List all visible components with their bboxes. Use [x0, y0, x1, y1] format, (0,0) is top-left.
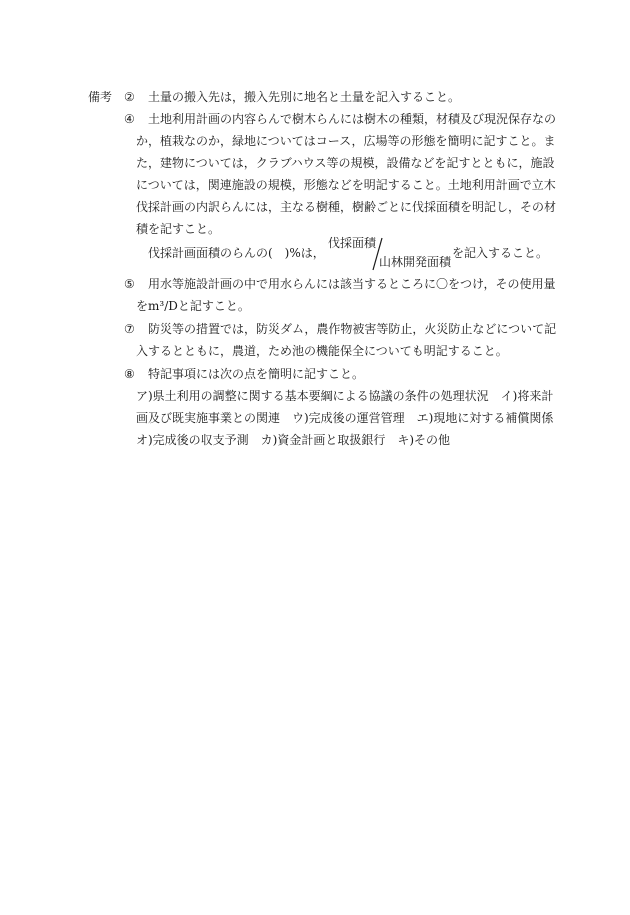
item-text-line: をm³/Dと記すこと。	[136, 299, 250, 313]
item-text-line: 用水等施設計画の中で用水らんには該当するところに〇をつけ，その使用量	[148, 277, 556, 291]
item-text-line: 特記事項には次の点を簡明に記すこと。	[148, 367, 365, 381]
formula-suffix: を記入すること。	[452, 246, 549, 260]
item-sub-line: 画及び既実施事業との関連 ウ)完成後の運営管理 エ)現地に対する補償関係	[136, 411, 554, 425]
item-text-line: か，植栽なのか，緑地についてはコース，広場等の形態を簡明に記すこと。ま	[136, 134, 556, 148]
item-number: ②	[124, 90, 135, 104]
item-number: ④	[124, 112, 135, 126]
item-text-line: 土地利用計画の内容らんで樹木らんには樹木の種類，材積及び現況保存なの	[148, 112, 557, 126]
item-text-line: 土量の搬入先は，搬入先別に地名と土量を記入すること。	[148, 90, 461, 104]
item-text-line: については，関連施設の規模，形態などを明記すること。土地利用計画で立木	[136, 178, 556, 192]
item-number: ⑧	[124, 367, 135, 381]
formula-prefix: 伐採計画面積のらんの( )%は，	[148, 246, 325, 260]
item-text-line: 積を記すこと。	[136, 222, 221, 236]
item-sub-line: ア)県土利用の調整に関する基本要綱による協議の条件の処理状況 イ)将来計	[136, 389, 554, 403]
item-number: ⑤	[124, 277, 135, 291]
formula-numerator: 伐採面積	[328, 236, 377, 250]
item-text-line: 入するとともに，農道，ため池の機能保全についても明記すること。	[136, 344, 508, 358]
remarks-label: 備考	[88, 90, 113, 104]
item-text-line: 伐採計画の内訳らんには，主なる樹種，樹齢ごとに伐採面積を明記し，その材	[136, 200, 557, 214]
formula-denominator: 山林開発面積	[379, 255, 452, 269]
item-number: ⑦	[124, 322, 135, 336]
item-sub-line: オ)完成後の収支予測 カ)資金計画と取扱銀行 キ)その他	[136, 433, 451, 447]
item-text-line: 防災等の措置では，防災ダム，農作物被害等防止，火災防止などについて記	[148, 322, 557, 336]
item-text-line: た，建物については，クラブハウス等の規模，設備などを記すとともに，施設	[136, 156, 555, 170]
